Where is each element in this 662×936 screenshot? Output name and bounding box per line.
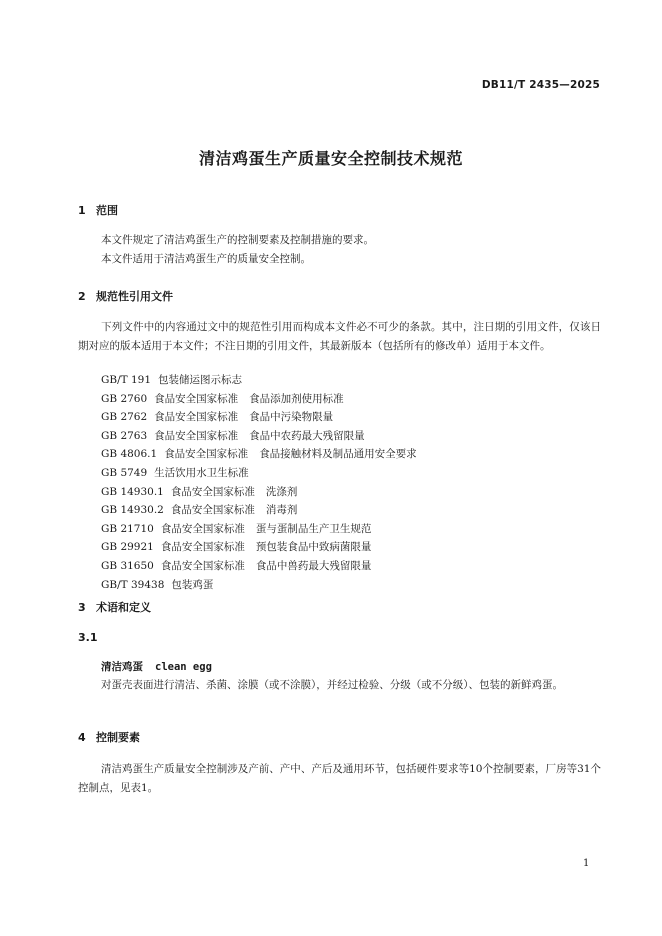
reference-list: [101, 371, 417, 594]
term-entry: [101, 659, 212, 674]
reference-code: GB 4806.1: [101, 448, 158, 461]
reference-item: GB/T 191 包装储运图示标志: [101, 374, 243, 386]
section-4-body: 清洁鸡蛋生产质量安全控制涉及产前、产中、产后及通用环节，包括硬件要求等10个控制要素，厂房等31个控制点，见表1。: [78, 763, 601, 794]
reference-code: GB 21710: [101, 522, 154, 535]
section-title: 术语和定义: [96, 601, 151, 614]
reference-code: GB 14930.2: [101, 504, 164, 517]
section-title: 规范性引用文件: [96, 290, 173, 303]
reference-code: GB 2760: [101, 392, 148, 405]
reference-code: GB/T 39438: [101, 578, 165, 591]
section-1-body: [78, 231, 601, 269]
section-title: 控制要素: [96, 731, 140, 744]
reference-item: GB 14930.2 食品安全国家标准 消毒剂: [101, 504, 298, 517]
reference-code: GB/T 191: [101, 374, 152, 386]
section-2-intro: 下列文件中的内容通过文中的规范性引用而构成本文件必不可少的条款。其中，注日期的引用文件，仅该日期对应的版本适用于本文件；不注日期的引用文件，其最新版本（包括所有的修改单）适用于本文件。: [78, 321, 601, 352]
section-number: 3: [78, 601, 86, 614]
section-1-heading: [78, 202, 118, 218]
section-number: 1: [78, 204, 86, 217]
section-number: 2: [78, 290, 86, 303]
term-en: clean egg: [155, 661, 212, 673]
section-2-heading: [78, 288, 173, 304]
reference-code: GB 2762: [101, 411, 148, 424]
reference-code: GB 2763: [101, 429, 148, 442]
section-4-heading: [78, 729, 140, 745]
term-number: 3.1: [78, 631, 98, 644]
reference-code: GB 29921: [101, 541, 154, 554]
reference-item: GB 2762 食品安全国家标准 食品中污染物限量: [101, 411, 334, 424]
term-zh: 清洁鸡蛋: [101, 661, 143, 673]
reference-item: GB 5749 生活饮用水卫生标准: [101, 466, 249, 479]
reference-item: GB 2760 食品安全国家标准 食品添加剂使用标准: [101, 392, 344, 405]
reference-item: GB 31650 食品安全国家标准 食品中兽药最大残留限量: [101, 559, 372, 572]
paragraph: 本文件适用于清洁鸡蛋生产的质量安全控制。: [101, 253, 311, 265]
paragraph: 本文件规定了清洁鸡蛋生产的控制要素及控制措施的要求。: [101, 234, 374, 246]
reference-item: GB 29921 食品安全国家标准 预包装食品中致病菌限量: [101, 541, 372, 554]
reference-item: GB 4806.1 食品安全国家标准 食品接触材料及制品通用安全要求: [101, 448, 417, 461]
reference-item: GB 21710 食品安全国家标准 蛋与蛋制品生产卫生规范: [101, 522, 372, 535]
section-number: 4: [78, 731, 86, 744]
term-definition: 对蛋壳表面进行清洁、杀菌、涂膜（或不涂膜），并经过检验、分级（或不分级）、包装的新鲜鸡蛋。: [101, 679, 563, 691]
reference-code: GB 31650: [101, 559, 154, 572]
document-title: 清洁鸡蛋生产质量安全控制技术规范: [198, 149, 463, 168]
document-id: DB11/T 2435—2025: [481, 79, 600, 91]
reference-item: GB 2763 食品安全国家标准 食品中农药最大残留限量: [101, 429, 365, 442]
page-number: 1: [583, 858, 590, 869]
reference-code: GB 5749: [101, 466, 148, 479]
reference-item: GB/T 39438 包装鸡蛋: [101, 578, 214, 591]
section-3-heading: [78, 599, 151, 615]
reference-item: GB 14930.1 食品安全国家标准 洗涤剂: [101, 485, 298, 498]
section-title: 范围: [96, 204, 118, 217]
reference-code: GB 14930.1: [101, 485, 164, 498]
